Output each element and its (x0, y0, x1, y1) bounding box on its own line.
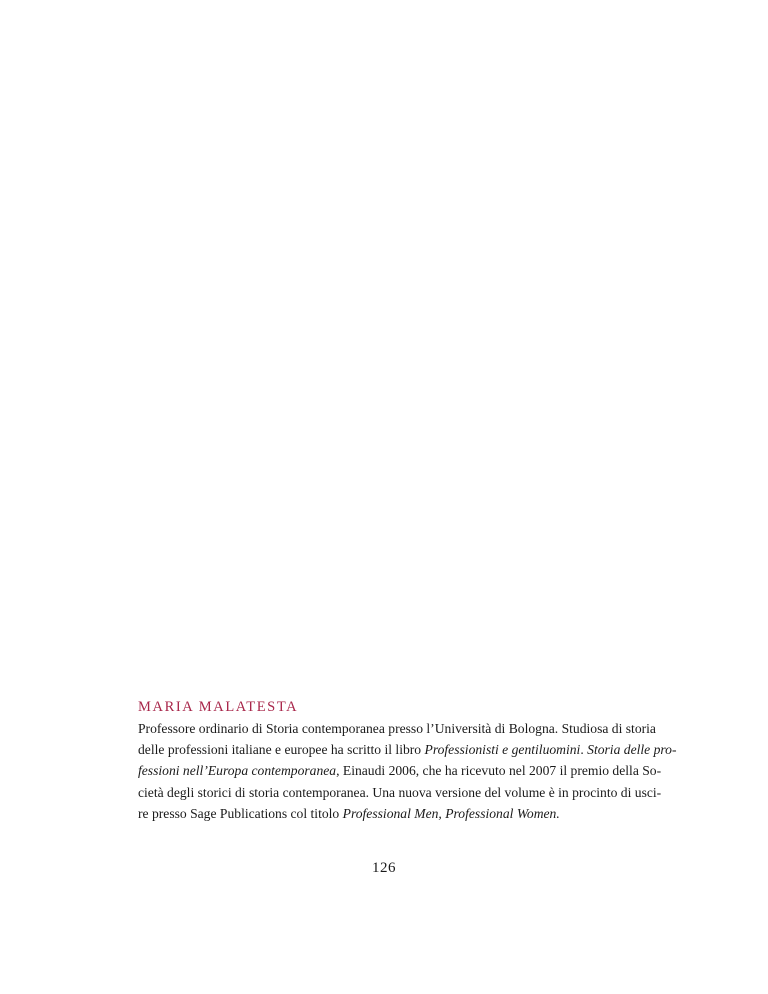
book-subtitle-italic-cont: fessioni nell’Europa contemporanea (138, 763, 337, 779)
author-biography (138, 718, 677, 824)
book-subtitle-italic: Storia delle pro- (587, 742, 677, 758)
author-name: MARIA MALATESTA (138, 699, 299, 715)
author-bio-block (138, 696, 677, 824)
page-number: 126 (372, 860, 396, 876)
bio-line-5: re presso Sage Publications col titolo Professional Men, Professional Women. (138, 805, 560, 821)
new-edition-title-italic: Professional Men, Professional Women. (342, 805, 560, 821)
bio-line-1: Professore ordinario di Storia contemporanea presso l’Università di Bologna. Studiosa di storia (138, 721, 656, 736)
bio-line-4: cietà degli storici di storia contemporanea. Una nuova versione del volume è in procinto di usci- (138, 784, 662, 800)
bio-line-3: fessioni nell’Europa contemporanea, Einaudi 2006, che ha ricevuto nel 2007 il premio della So- (138, 763, 662, 779)
book-title-italic: Professionisti e gentiluomini (424, 742, 581, 758)
bio-line-2: delle professioni italiane e europee ha scritto il libro Professionisti e gentiluomini. Storia delle pro- (138, 742, 677, 758)
